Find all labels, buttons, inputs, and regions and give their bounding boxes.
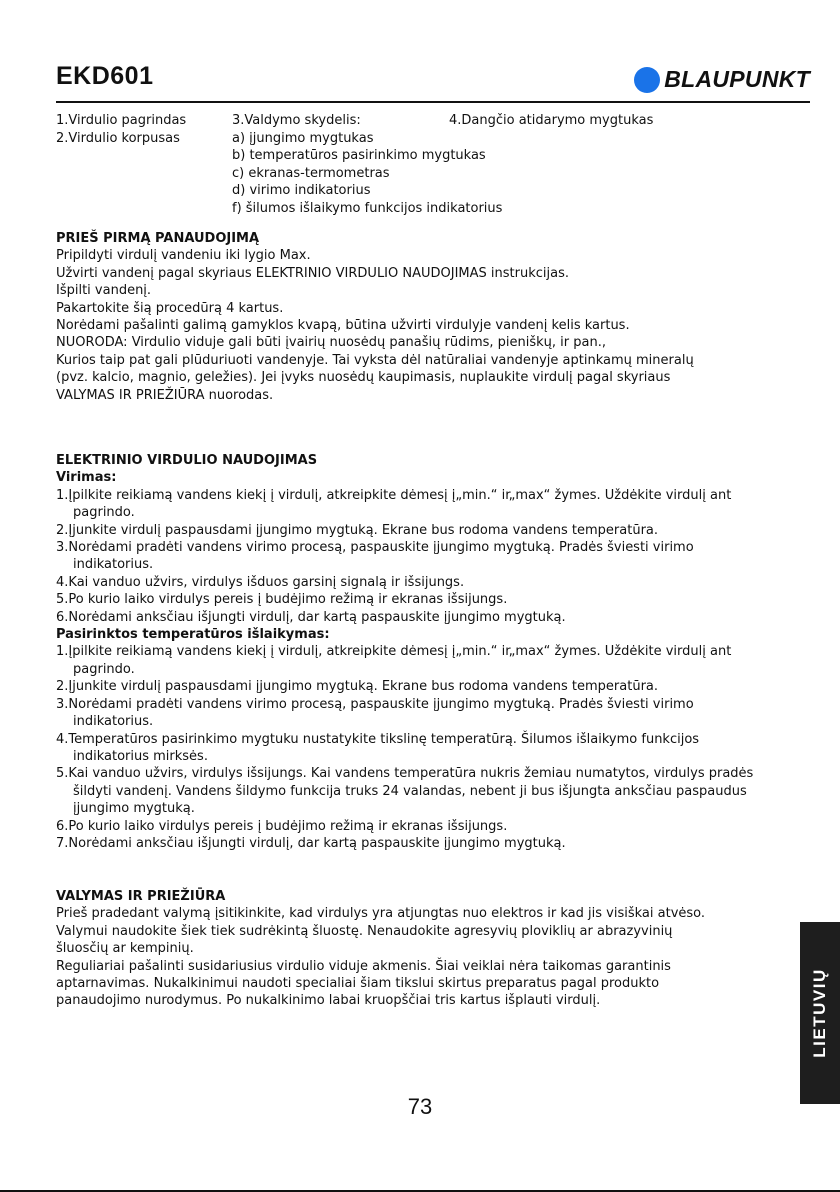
- part-item: f) šilumos išlaikymo funkcijos indikatorius: [232, 200, 503, 216]
- part-item: 3.Valdymo skydelis:: [232, 113, 361, 128]
- page-header: [56, 62, 810, 98]
- list-item: 2.Įjunkite virdulį paspausdami įjungimo mygtuką. Ekrane bus rodoma vandens temperatūra.: [56, 679, 659, 695]
- text-line: Kurios taip pat gali plūduriuoti vandenyje. Tai vyksta dėl natūraliai vandenyje aptinkamų mineralų: [56, 352, 694, 368]
- text-line: panaudojimo nurodymus. Po nukalkinimo labai kruopščiai tris kartus išplauti virdulį.: [56, 993, 601, 1009]
- text-line: Reguliariai pašalinti susidariusius virdulio viduje akmenis. Šiai veiklai nėra taikomas garantinis: [56, 958, 671, 974]
- part-item: 1.Virdulio pagrindas: [56, 113, 187, 128]
- part-item: d) virimo indikatorius: [232, 183, 371, 198]
- list-item: 6.Norėdami anksčiau išjungti virdulį, dar kartą paspauskite įjungimo mygtuką.: [56, 609, 566, 625]
- text-line: Pakartokite šią procedūrą 4 kartus.: [56, 300, 284, 316]
- text-line: Valymui naudokite šiek tiek sudrėkintą šluostę. Nenaudokite agresyvių ploviklių ar abrazyvinių: [56, 923, 673, 939]
- list-item: 6.Po kurio laiko virdulys pereis į budėjimo režimą ir ekranas išsijungs.: [56, 818, 508, 834]
- part-item: a) įjungimo mygtukas: [232, 130, 374, 146]
- brand-logo: [634, 66, 810, 93]
- language-label: LIETUVIŲ: [810, 968, 829, 1058]
- list-item: 1.Įpilkite reikiamą vandens kiekį į virdulį, atkreipkite dėmesį į„min.“ ir„max“ žymes. Uždėkite virdulį ant pagrindo.: [56, 487, 732, 521]
- cleaning-section: [56, 888, 776, 1010]
- list-item: 4.Kai vanduo užvirs, virdulys išduos garsinį signalą ir išsijungs.: [56, 574, 465, 590]
- list-item: 5.Po kurio laiko virdulys pereis į budėjimo režimą ir ekranas išsijungs.: [56, 592, 508, 608]
- brand-name: BLAUPUNKT: [664, 66, 810, 92]
- list-item: 2.Įjunkite virdulį paspausdami įjungimo mygtuką. Ekrane bus rodoma vandens temperatūra.: [56, 522, 659, 538]
- section-heading: VALYMAS IR PRIEŽIŪRA: [56, 889, 226, 904]
- list-item: 3.Norėdami pradėti vandens virimo procesą, paspauskite įjungimo mygtuką. Pradės šviesti virimo indikatorius.: [56, 696, 694, 730]
- list-item: 3.Norėdami pradėti vandens virimo procesą, paspauskite įjungimo mygtuką. Pradės šviesti virimo indikatorius.: [56, 540, 694, 573]
- parts-column-3: [449, 112, 653, 130]
- subsection-heading: Virimas:: [56, 470, 117, 486]
- text-line: Užvirti vandenį pagal skyriaus ELEKTRINIO VIRDULIO NAUDOJIMAS instrukcijas.: [56, 265, 569, 281]
- part-item: b) temperatūros pasirinkimo mygtukas: [232, 148, 486, 163]
- list-item: 5.Kai vanduo užvirs, virdulys išsijungs. Kai vandens temperatūra nukris žemiau numatytos, virdulys pradės šildyti vandenį. Vandens šildymo funkcija truks 24 valandas, nebent ji bus išjungta anksčiau paspaudus įjungimo mygtuką.: [56, 766, 754, 817]
- part-item: 2.Virdulio korpusas: [56, 130, 180, 146]
- text-line: Išpilti vandenį.: [56, 283, 152, 299]
- before-first-use-section: [56, 230, 776, 404]
- text-line: Pripildyti virdulį vandeniu iki lygio Max.: [56, 248, 311, 264]
- text-line: (pvz. kalcio, magnio, geležies). Jei įvyks nuosėdų kaupimasis, nuplaukite virdulį pagal skyriaus: [56, 370, 671, 386]
- language-tab: [800, 922, 840, 1104]
- page-number: 73: [407, 1094, 433, 1119]
- section-heading: ELEKTRINIO VIRDULIO NAUDOJIMAS: [56, 453, 318, 468]
- part-item: c) ekranas-termometras: [232, 165, 390, 181]
- usage-section: [56, 452, 772, 852]
- text-line: Prieš pradedant valymą įsitikinkite, kad virdulys yra atjungtas nuo elektros ir kad jis visiškai atvėso.: [56, 906, 706, 922]
- section-heading: PRIEŠ PIRMĄ PANAUDOJIMĄ: [56, 231, 260, 246]
- model-name: EKD601: [56, 62, 154, 90]
- text-line: aptarnavimas. Nukalkinimui naudoti specialiai šiam tikslui skirtus preparatus pagal produkto: [56, 976, 660, 992]
- list-item: 1.Įpilkite reikiamą vandens kiekį į virdulį, atkreipkite dėmesį į„min.“ ir„max“ žymes. Uždėkite virdulį ant pagrindo.: [56, 644, 732, 677]
- text-line: VALYMAS IR PRIEŽIŪRA nuorodas.: [56, 387, 274, 403]
- parts-column-1: [56, 112, 186, 147]
- text-line: Norėdami pašalinti galimą gamyklos kvapą, būtina užvirti virdulyje vandenį kelis kartus.: [56, 318, 630, 334]
- list-item: 7.Norėdami anksčiau išjungti virdulį, dar kartą paspauskite įjungimo mygtuką.: [56, 835, 566, 851]
- text-line: šluosčių ar kempinių.: [56, 941, 194, 957]
- part-item: 4.Dangčio atidarymo mygtukas: [449, 113, 654, 128]
- text-line: NUORODA: Virdulio viduje gali būti įvairių nuosėdų panašių rūdims, pieniškų, ir pan.,: [56, 335, 606, 351]
- list-item: 4.Temperatūros pasirinkimo mygtuku nustatykite tikslinę temperatūrą. Šilumos išlaikymo funkcijos indikatorius mirksės.: [56, 731, 700, 764]
- header-divider: [56, 101, 810, 103]
- logo-dot-icon: [634, 67, 660, 93]
- subsection-heading: Pasirinktos temperatūros išlaikymas:: [56, 627, 330, 643]
